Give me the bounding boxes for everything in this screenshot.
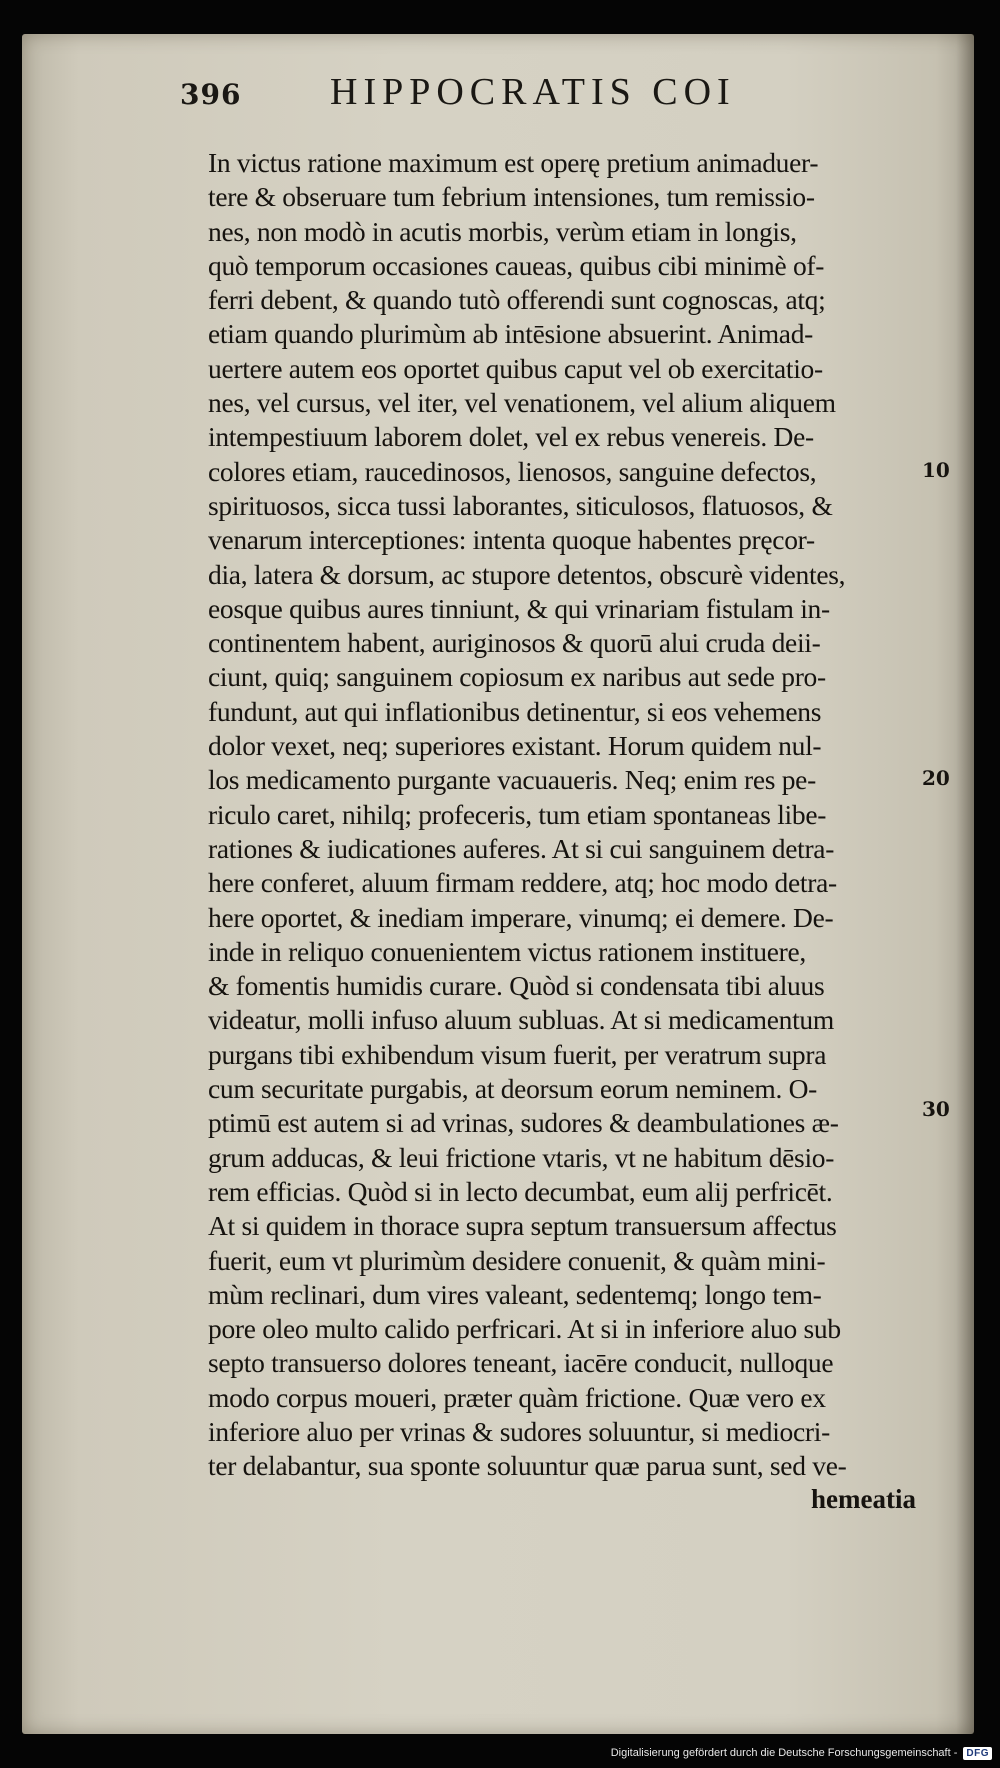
text-line: modo corpus moueri, præter quàm frictione. Quæ vero ex: [208, 1381, 826, 1413]
text-line: intempestiuum laborem dolet, vel ex rebus venereis. De-: [208, 421, 814, 453]
text-line: septo transuerso dolores teneant, iacēre conducit, nulloque: [208, 1347, 834, 1379]
text-line: dia, latera & dorsum, ac stupore detentos, obscurè videntes,: [208, 558, 846, 590]
running-title: HIPPOCRATIS COI: [330, 71, 736, 113]
margin-number-10: 10: [922, 458, 950, 482]
text-line: inde in reliquo conuenientem victus rationem instituere,: [208, 935, 806, 967]
text-line: etiam quando plurimùm ab intēsione absuerint. Animad-: [208, 318, 814, 350]
text-line: los medicamento purgante vacuaueris. Neq; enim res pe-: [208, 764, 816, 796]
text-line: tere & obseruare tum febrium intensiones, tum remissio-: [208, 181, 815, 213]
text-line: fuerit, eum vt plurimùm desidere conuenit, & quàm mini-: [208, 1244, 826, 1276]
credit-text: Digitalisierung gefördert durch die Deutsche Forschungsgemeinschaft -: [610, 1747, 958, 1759]
text-line: fundunt, aut qui inflationibus detinentur, si eos vehemens: [208, 695, 822, 727]
text-line: nes, vel cursus, vel iter, vel venationem, vel alium aliquem: [208, 387, 836, 419]
text-line: pore oleo multo calido perfricari. At si in inferiore aluo sub: [208, 1313, 841, 1345]
text-line: inferiore aluo per vrinas & sudores soluuntur, si mediocri-: [208, 1415, 830, 1447]
page-edge-shadow: [956, 34, 974, 1734]
text-line: rationes & iudicationes auferes. At si cui sanguinem detra-: [208, 832, 835, 864]
text-line: dolor vexet, neq; superiores existant. Horum quidem nul-: [208, 730, 822, 762]
text-line: & fomentis humidis curare. Quòd si condensata tibi aluus: [208, 970, 825, 1002]
text-line: riculo caret, nihilq; profeceris, tum etiam spontaneas libe-: [208, 798, 827, 830]
text-line: rem efficias. Quòd si in lecto decumbat, eum alij perfricēt.: [208, 1175, 833, 1207]
text-line: ferri debent, & quando tutò offerendi sunt cognoscas, atq;: [208, 284, 826, 316]
text-line: venarum interceptiones: intenta quoque habentes pręcor-: [208, 524, 815, 556]
dfg-logo: DFG: [963, 1747, 992, 1760]
text-line: At si quidem in thorace supra septum transuersum affectus: [208, 1210, 837, 1242]
text-line: colores etiam, raucedinosos, lienosos, sanguine defectos,: [208, 455, 817, 487]
text-line: nes, non modò in acutis morbis, verùm etiam in longis,: [208, 215, 797, 247]
text-line: here oportet, & inediam imperare, vinumq; ei demere. De-: [208, 901, 834, 933]
text-line: ptimū est autem si ad vrinas, sudores & deambulationes æ-: [208, 1107, 839, 1139]
text-line: here conferet, aluum firmam reddere, atq; hoc modo detra-: [208, 867, 837, 899]
page-number: 396: [180, 78, 242, 111]
text-line: videatur, molli infuso aluum subluas. At si medicamentum: [208, 1004, 834, 1036]
text-line: continentem habent, auriginosos & quorū alui cruda deii-: [208, 627, 821, 659]
text-line: spirituosos, sicca tussi laborantes, siticulosos, flatuosos, &: [208, 489, 833, 521]
text-line: ciunt, quiq; sanguinem copiosum ex naribus aut sede pro-: [208, 661, 826, 693]
text-line: In victus ratione maximum est operę pretium animaduer-: [208, 147, 819, 178]
text-line: eosque quibus aures tinniunt, & qui vrinariam fistulam in-: [208, 592, 830, 624]
text-line: quò temporum occasiones caueas, quibus cibi minimè of-: [208, 249, 825, 281]
text-line: cum securitate purgabis, at deorsum eorum neminem. O-: [208, 1073, 818, 1105]
text-line: uertere autem eos oportet quibus caput vel ob exercitatio-: [208, 352, 823, 384]
text-line: mùm reclinari, dum vires valeant, sedentemq; longo tem-: [208, 1278, 822, 1310]
digitization-credit: [611, 1742, 992, 1764]
margin-number-30: 30: [922, 1097, 950, 1121]
text-line: ter delabantur, sua sponte soluuntur quæ parua sunt, sed ve-: [208, 1450, 847, 1482]
margin-number-20: 20: [922, 766, 950, 790]
catchword: hemeatia: [811, 1483, 916, 1514]
text-line: grum adducas, & leui frictione vtaris, vt ne habitum dēsio-: [208, 1141, 835, 1173]
page-header: [180, 70, 920, 114]
body-text: [208, 146, 928, 1514]
text-line: purgans tibi exhibendum visum fuerit, per veratrum supra: [208, 1038, 827, 1070]
